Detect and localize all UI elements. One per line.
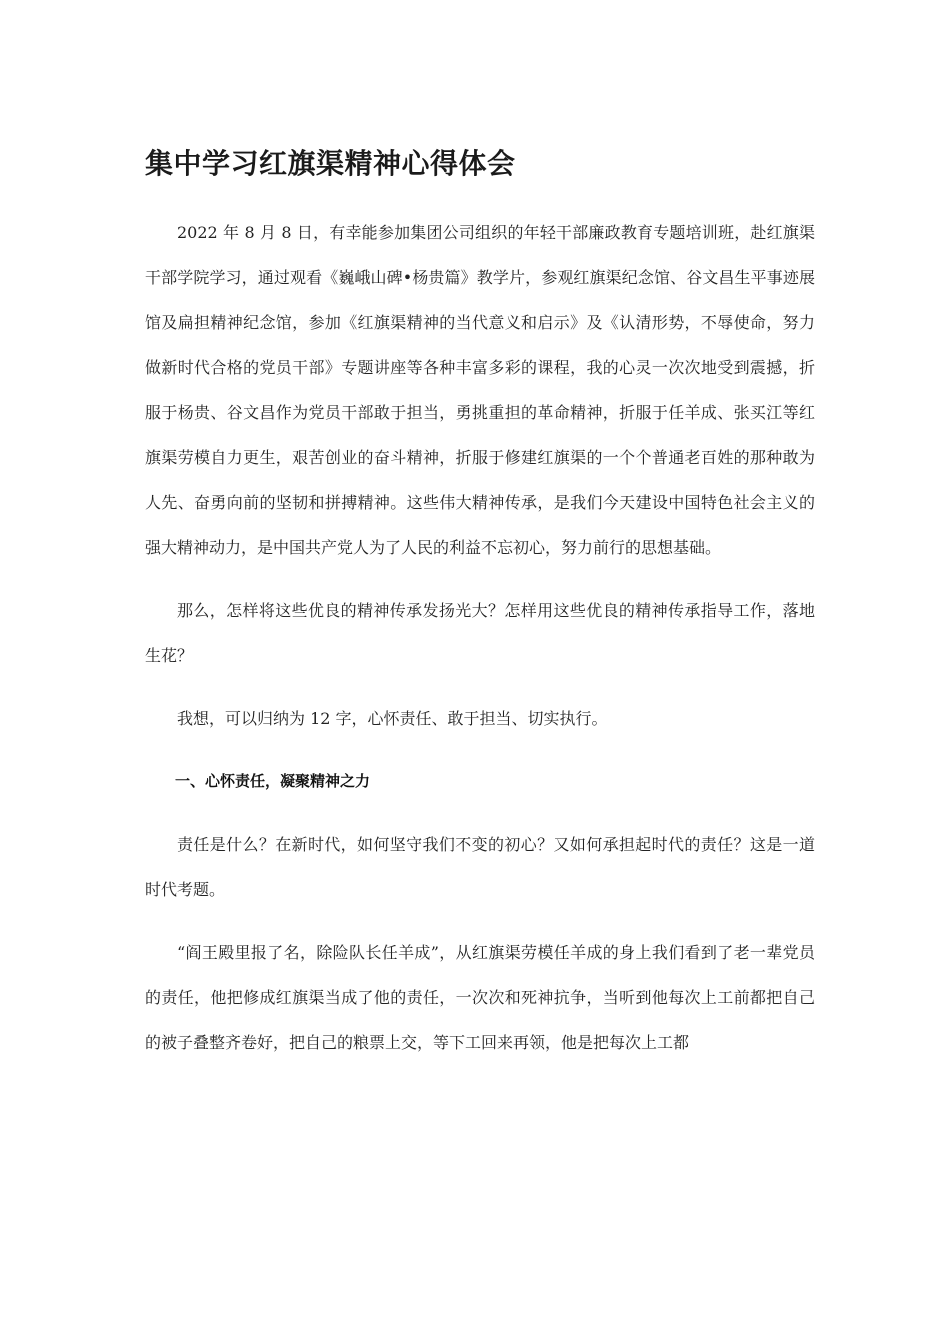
- paragraph-responsibility: 责任是什么？在新时代，如何坚守我们不变的初心？又如何承担起时代的责任？这是一道时代考题。: [145, 835, 815, 899]
- paragraph-summary: 我想，可以归纳为 12 字，心怀责任、敢于担当、切实执行。: [177, 709, 608, 728]
- paragraph-question: 那么，怎样将这些优良的精神传承发扬光大？怎样用这些优良的精神传承指导工作，落地生花？: [145, 601, 815, 665]
- paragraph-intro: 2022 年 8 月 8 日，有幸能参加集团公司组织的年轻干部廉政教育专题培训班，赴红旗渠干部学院学习，通过观看《巍峨山碑•杨贵篇》教学片，参观红旗渠纪念馆、谷文昌生平事迹展馆及扁担精神纪念馆，参加《红旗渠精神的当代意义和启示》及《认清形势，不辱使命，努力做新时代合格的党员干部》专题讲座等各种丰富多彩的课程，我的心灵一次次地受到震撼，折服于杨贵、谷文昌作为党员干部敢于担当，勇挑重担的革命精神，折服于任羊成、张买江等红旗渠劳模自力更生，艰苦创业的奋斗精神，折服于修建红旗渠的一个个普通老百姓的那种敢为人先、奋勇向前的坚韧和拼搏精神。这些伟大精神传承，是我们今天建设中国特色社会主义的强大精神动力，是中国共产党人为了人民的利益不忘初心，努力前行的思想基础。: [145, 223, 815, 557]
- section-heading-responsibility: 一、心怀责任，凝聚精神之力: [175, 772, 371, 790]
- document-title: 集中学习红旗渠精神心得体会: [145, 147, 516, 180]
- document-body: [145, 140, 815, 1083]
- paragraph-ren-yangcheng: “阎王殿里报了名，除险队长任羊成”，从红旗渠劳模任羊成的身上我们看到了老一辈党员的责任，他把修成红旗渠当成了他的责任，一次次和死神抗争，当听到他每次上工前都把自己的被子叠整齐卷好，把自己的粮票上交，等下工回来再领，他是把每次上工都: [145, 943, 815, 1052]
